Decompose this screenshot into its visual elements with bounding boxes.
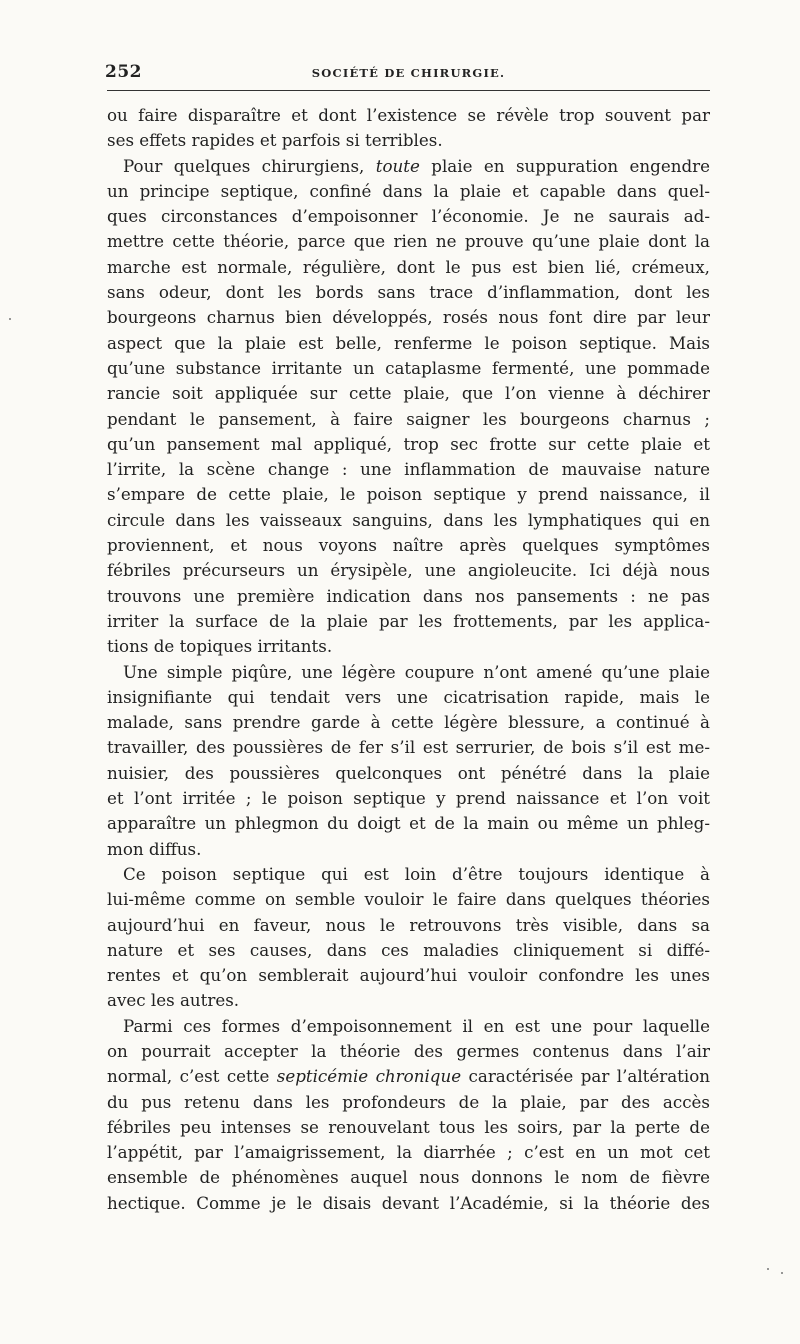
text-line: qu’une substance irritante un cataplasme fermenté, une pommade [107,357,710,378]
text-line: ou faire disparaître et dont l’existence se révèle trop souvent par [107,105,710,125]
text-line: qu’un pansement mal appliqué, trop sec frotte sur cette plaie et [107,433,710,454]
text-line: insignifiante qui tendait vers une cicatrisation rapide, mais le [107,686,710,707]
text-line: mettre cette théorie, parce que rien ne prouve qu’une plaie dont la [107,231,710,252]
text-line: l’irrite, la scène change : une inflammation de mauvaise nature [107,459,710,480]
text-line: ensemble de phénomènes auquel nous donnons le nom de fièvre [107,1167,710,1188]
text-line: irriter la surface de la plaie par les frottements, par les applica- [107,610,710,631]
book-page [107,58,710,1216]
text-line: travailler, des poussières de fer s’il est serrurier, de bois s’il est me- [107,737,710,758]
text-line: rentes et qu’on semblerait aujourd’hui vouloir confondre les unes [107,965,710,986]
header-rule [107,90,710,91]
text-line [107,1064,710,1089]
emphasis: septicémie chronique [276,1066,462,1087]
emphasis: toute [375,155,420,176]
text-line: marche est normale, régulière, dont le pus est bien lié, crémeux, [107,256,710,277]
text-line: avec les autres. [107,990,240,1011]
paper-speck [9,318,11,320]
text-line: mon diffus. [107,838,202,859]
text-line: sans odeur, dont les bords sans trace d’inflammation, dont les [107,282,710,303]
text-line [107,154,710,179]
text-line: apparaître un phlegmon du doigt et de la main ou même un phleg- [107,813,710,834]
running-title: SOCIÉTÉ DE CHIRURGIE. [311,66,506,80]
text-line: fébriles peu intenses se renouvelant tous les soirs, par la perte de [107,1116,710,1137]
text-line: malade, sans prendre garde à cette légère blessure, a continué à [107,712,710,733]
paper-speck [767,1268,769,1270]
text-line: l’appétit, par l’amaigrissement, la diarrhée ; c’est en un mot cet [107,1142,710,1163]
text-line: on pourrait accepter la théorie des germes contenus dans l’air [107,1040,710,1061]
text-line: ques circonstances d’empoisonner l’économie. Je ne saurais ad- [107,206,710,227]
text-line: rancie soit appliquée sur cette plaie, que l’on vienne à déchirer [107,383,710,404]
text-line: et l’ont irritée ; le poison septique y prend naissance et l’on voit [107,788,710,809]
page-header [107,58,710,90]
page-number: 252 [105,62,142,82]
text-segment: Pour quelques chirurgiens, [123,155,376,176]
text-line: trouvons une première indication dans nos pansements : ne pas [107,585,710,606]
text-line: proviennent, et nous voyons naître après quelques symptômes [107,535,710,556]
text-line: aspect que la plaie est belle, renferme le poison septique. Mais [107,332,710,353]
text-segment: plaie en suppuration engendre [419,155,711,176]
text-line: s’empare de cette plaie, le poison septique y prend naissance, il [107,484,710,505]
text-line: Une simple piqûre, une légère coupure n’ont amené qu’une plaie [123,661,710,682]
text-line: lui-même comme on semble vouloir le faire dans quelques théories [107,889,710,910]
text-line: aujourd’hui en faveur, nous le retrouvons très visible, dans sa [107,914,710,935]
text-line: circule dans les vaisseaux sanguins, dans les lymphatiques qui en [107,509,710,530]
text-line: Ce poison septique qui est loin d’être toujours identique à [123,863,710,884]
text-line: nuisier, des poussières quelconques ont pénétré dans la plaie [107,762,710,783]
text-line: pendant le pansement, à faire saigner les bourgeons charnus ; [107,408,710,429]
paper-speck [781,1272,783,1274]
text-line: hectique. Comme je le disais devant l’Académie, si la théorie des [107,1192,710,1213]
text-line: nature et ses causes, dans ces maladies cliniquement si diffé- [107,939,710,960]
text-segment: caractérisée par l’altération [461,1066,711,1087]
text-line: du pus retenu dans les profondeurs de la plaie, par des accès [107,1091,710,1112]
text-line: bourgeons charnus bien développés, rosés nous font dire par leur [107,307,710,328]
text-segment: normal, c’est cette [107,1066,277,1087]
text-line: Parmi ces formes d’empoisonnement il en est une pour laquelle [123,1015,710,1036]
text-line: un principe septique, confiné dans la plaie et capable dans quel- [107,180,710,201]
body-text [107,103,710,1216]
text-line: tions de topiques irritants. [107,636,333,657]
text-line: ses effets rapides et parfois si terribles. [107,130,443,151]
text-line: fébriles précurseurs un érysipèle, une angioleucite. Ici déjà nous [107,560,710,581]
